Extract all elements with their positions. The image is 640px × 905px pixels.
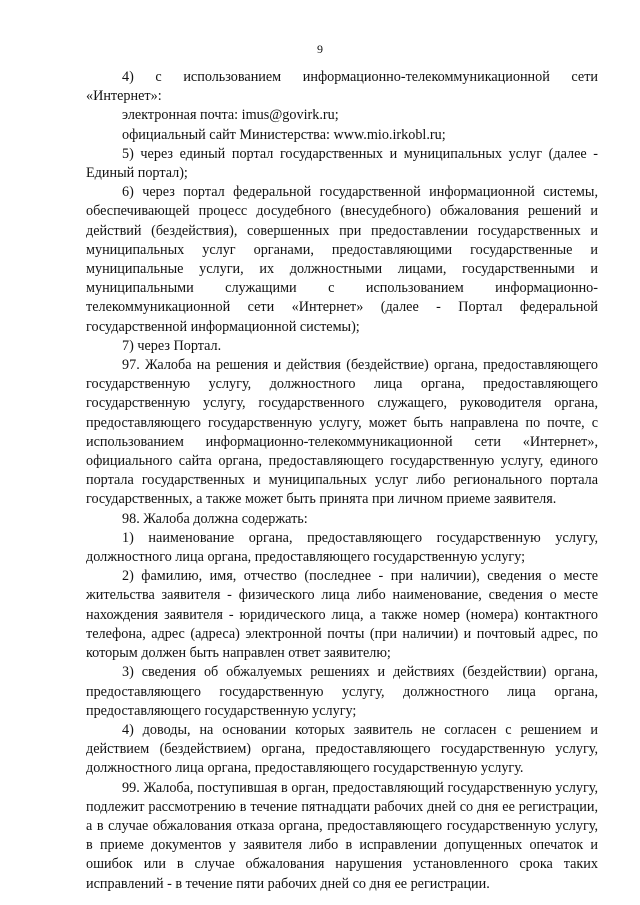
paragraph-98-1: 1) наименование органа, предоставляющего государственную услугу, должностного лица органа, предоставляющего государственную услугу;: [86, 529, 598, 566]
paragraph-98-2: 2) фамилию, имя, отчество (последнее - при наличии), сведения о месте жительства заявителя - физического лица либо наименование, сведения о месте нахождения заявителя - юридического лица, а также номер (номера) контактного телефона, адрес (адреса) электронной почты (при наличии) и почтовый адрес, по которым должен быть направлен ответ заявителю;: [86, 568, 598, 662]
page-number: 9: [317, 42, 323, 56]
paragraph-99: 99. Жалоба, поступившая в орган, предоставляющий государственную услугу, подлежит рассмотрению в течение пятнадцати рабочих дней со дня ее регистрации, а в случае обжалования отказа органа, предоставляющего государственную услугу, в приеме документов у заявителя либо в исправлении допущенных опечаток и ошибок или в случае обжалования нарушения установленного срока таких исправлений - в течение пяти рабочих дней со дня ее регистрации.: [86, 779, 598, 892]
paragraph-5-unified-portal: 5) через единый портал государственных и муниципальных услуг (далее - Единый портал);: [86, 145, 598, 182]
paragraph-website: официальный сайт Министерства: www.mio.irkobl.ru;: [122, 126, 446, 143]
paragraph-6-federal-portal: 6) через портал федеральной государственной информационной системы, обеспечивающей процесс досудебного (внесудебного) обжалования решений и действий (бездействия), совершенных при предоставлении государственных и муниципальных услуг органами, предоставляющими государственные и муниципальные услуги, их должностными лицами, государственными и муниципальными служащими с использованием информационно-телекоммуникационной сети «Интернет» (далее - Портал федеральной государственной информационной системы);: [86, 184, 598, 335]
document-body: [86, 68, 598, 894]
paragraph-98: 98. Жалоба должна содержать:: [122, 510, 308, 527]
paragraph-97: 97. Жалоба на решения и действия (бездействие) органа, предоставляющего государственную услугу, должностного лица органа, предоставляющего государственную услугу, государственного служащего, руководителя органа, предоставляющего государственную услугу, может быть направлена по почте, с использованием информационно-телекоммуникационной сети «Интернет», официального сайта органа, предоставляющего государственную услугу, единого портала государственных и муниципальных услуг либо регионального портала государственных, а также может быть принята при личном приеме заявителя.: [86, 357, 598, 508]
paragraph-7-portal: 7) через Портал.: [122, 337, 222, 354]
paragraph-email: электронная почта: imus@govirk.ru;: [122, 107, 339, 124]
paragraph-98-3: 3) сведения об обжалуемых решениях и действиях (бездействии) органа, предоставляющего государственную услугу, должностного лица органа, предоставляющего государственную услугу;: [86, 664, 598, 719]
paragraph-4-internet: 4) с использованием информационно-телекоммуникационной сети «Интернет»:: [86, 69, 598, 105]
paragraph-98-4: 4) доводы, на основании которых заявитель не согласен с решением и действием (бездействием) органа, предоставляющего государственную услугу, должностного лица органа, предоставляющего государственную услугу.: [86, 721, 598, 777]
